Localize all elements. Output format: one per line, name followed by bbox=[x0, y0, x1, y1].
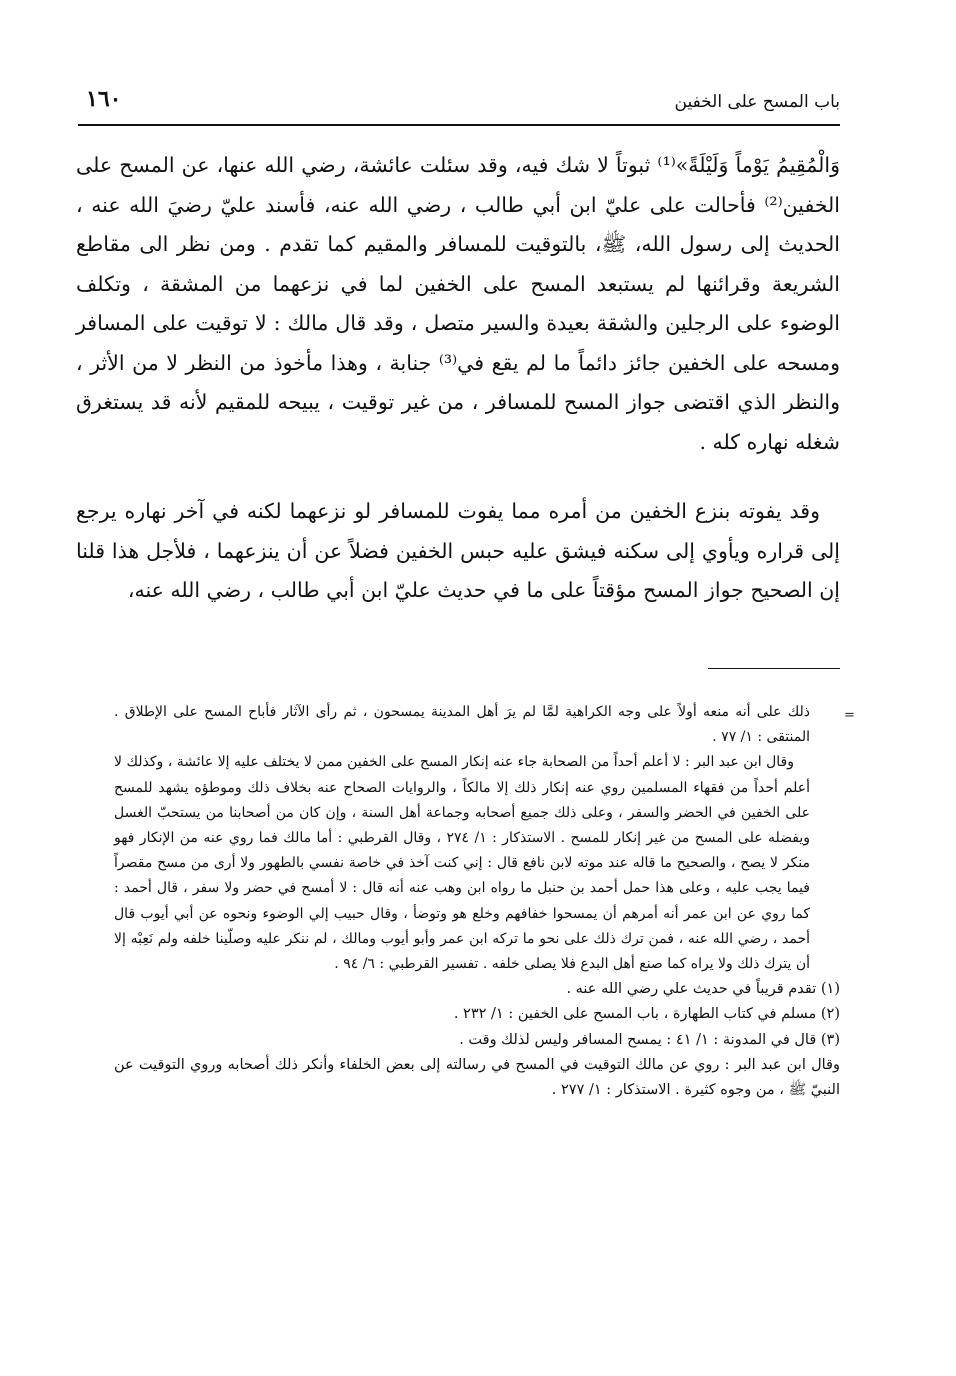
header-rule bbox=[78, 124, 840, 126]
main-paragraph: وقد يفوته بنزع الخفين من أمره مما يفوت للمسافر لو نزعهما لكنه في آخر نهاره يرجع إلى قراره ويأوي إلى سكنه فيشق عليه حبس الخفين فضلاً عن أن ينزعهما ، فلأجل هذا قلنا إن الصحيح جواز المسح مؤقتاً على ما في حديث عليّ ابن أبي طالب ، رضي الله عنه، bbox=[76, 499, 840, 602]
running-title: باب المسح على الخفين bbox=[674, 92, 840, 112]
footnote-3-continuation: وقال ابن عبد البر : روي عن مالك التوقيت في المسح في رسالته إلى بعض الخلفاء وأنكر ذلك أصحابه وروي التوقيت عن النبيّ ﷺ ، من وجوه كثيرة . الاستذكار : ١/ ٢٧٧ . bbox=[114, 1056, 840, 1099]
main-paragraph: وَالْمُقِيمُ يَوْماً وَلَيْلَةً»⁽¹⁾ ثبوتاً لا شك فيه، وقد سئلت عائشة، رضي الله عنها، عن المسح على الخفين⁽²⁾ فأحالت على عليّ ابن أبي طالب ، رضي الله عنه، فأسند عليّ رضيَ الله عنه ، الحديث إلى رسول الله، ﷺ، بالتوقيت للمسافر والمقيم كما تقدم . ومن نظر الى مقاطع الشريعة وقرائنها لم يستبعد المسح على الخفين لما في نزعهما من المشقة ، وتكلف الوضوء على الرجلين والشقة بعيدة والسير متصل ، وقد قال مالك : لا توقيت على المسافر ومسحه على الخفين جائز دائماً ما لم يقع في⁽³⁾ جنابة ، وهذا مأخوذ من النظر لا من الأثر ، والنظر الذي اقتضى جواز المسح للمسافر ، من غير توقيت ، يبيحه للمقيم لأنه قد يستغرق شغله نهاره كله . bbox=[76, 153, 840, 454]
footnotes bbox=[76, 700, 840, 1103]
footnote-continuation: ذلك على أنه منعه أولاً على وجه الكراهية لمَّا لم يرَ أهل المدينة يمسحون ، ثم رأى الآثار فأباح المسح على الإطلاق . المنتقى : ١/ ٧٧ . bbox=[114, 704, 810, 746]
footnote-continuation-mark: = bbox=[844, 708, 855, 723]
footnote-2: (٢) مسلم في كتاب الطهارة ، باب المسح على الخفين : ١/ ٢٣٢ . bbox=[453, 1006, 840, 1023]
footnote-1: (١) تقدم قريباً في حديث علي رضي الله عنه . bbox=[566, 981, 840, 998]
footnote-separator bbox=[708, 668, 840, 669]
footnote-continuation: وقال ابن عبد البر : لا أعلم أحداً من الصحابة جاء عنه إنكار المسح على الخفين ممن لا يختلف عليه إلا عائشة ، وكذلك لا أعلم أحداً من فقهاء المسلمين روي عنه إنكار ذلك إلا مالكاً ، والروايات الصحاح عنه بخلاف ذلك وموطؤه يشهد للمسح على الخفين في الحضر والسفر ، وعلى ذلك جميع أصحابه وجماعة أهل السنة ، وإن كان من أصحابنا من يستحبّ الغسل ويفضله على المسح من غير إنكار للمسح . الاستذكار : ١/ ٢٧٤ ، وقال القرطبي : أما مالك فما روي عنه من الإنكار فهو منكر لا يصح ، والصحيح ما قاله عند موته لابن نافع قال : إني كنت آخذ في خاصة نفسي بالطهور ولا أرى من مسح مقصراً فيما يجب عليه ، وعلى هذا حمل أحمد بن حنبل ما رواه ابن وهب عنه أنه قال : لا أمسح في حضر ولا سفر ، قال أحمد : كما روي عن ابن عمر أنه أمرهم أن يمسحوا خفافهم وخلع هو وتوضأ ، وقال حبيب إلي الوضوء ونحوه عن أبي أيوب قال أحمد ، رضي الله عنه ، فمن ترك ذلك على نحو ما تركه ابن عمر وأبو أيوب ومالك ، لم ننكر عليه وصلّينا خلفه ولم نَعِبْه إلا أن يترك ذلك ولا يراه كما صنع أهل البدع فلا يصلى خلفه . تفسير القرطبي : ٦/ ٩٤ . bbox=[114, 754, 811, 973]
page-number: ١٦٠ bbox=[86, 86, 122, 112]
footnote-3: (٣) قال في المدونة : ١/ ٤١ : يمسح المسافر وليس لذلك وقت . bbox=[459, 1031, 840, 1048]
page-header bbox=[78, 86, 840, 120]
main-text bbox=[76, 146, 840, 611]
